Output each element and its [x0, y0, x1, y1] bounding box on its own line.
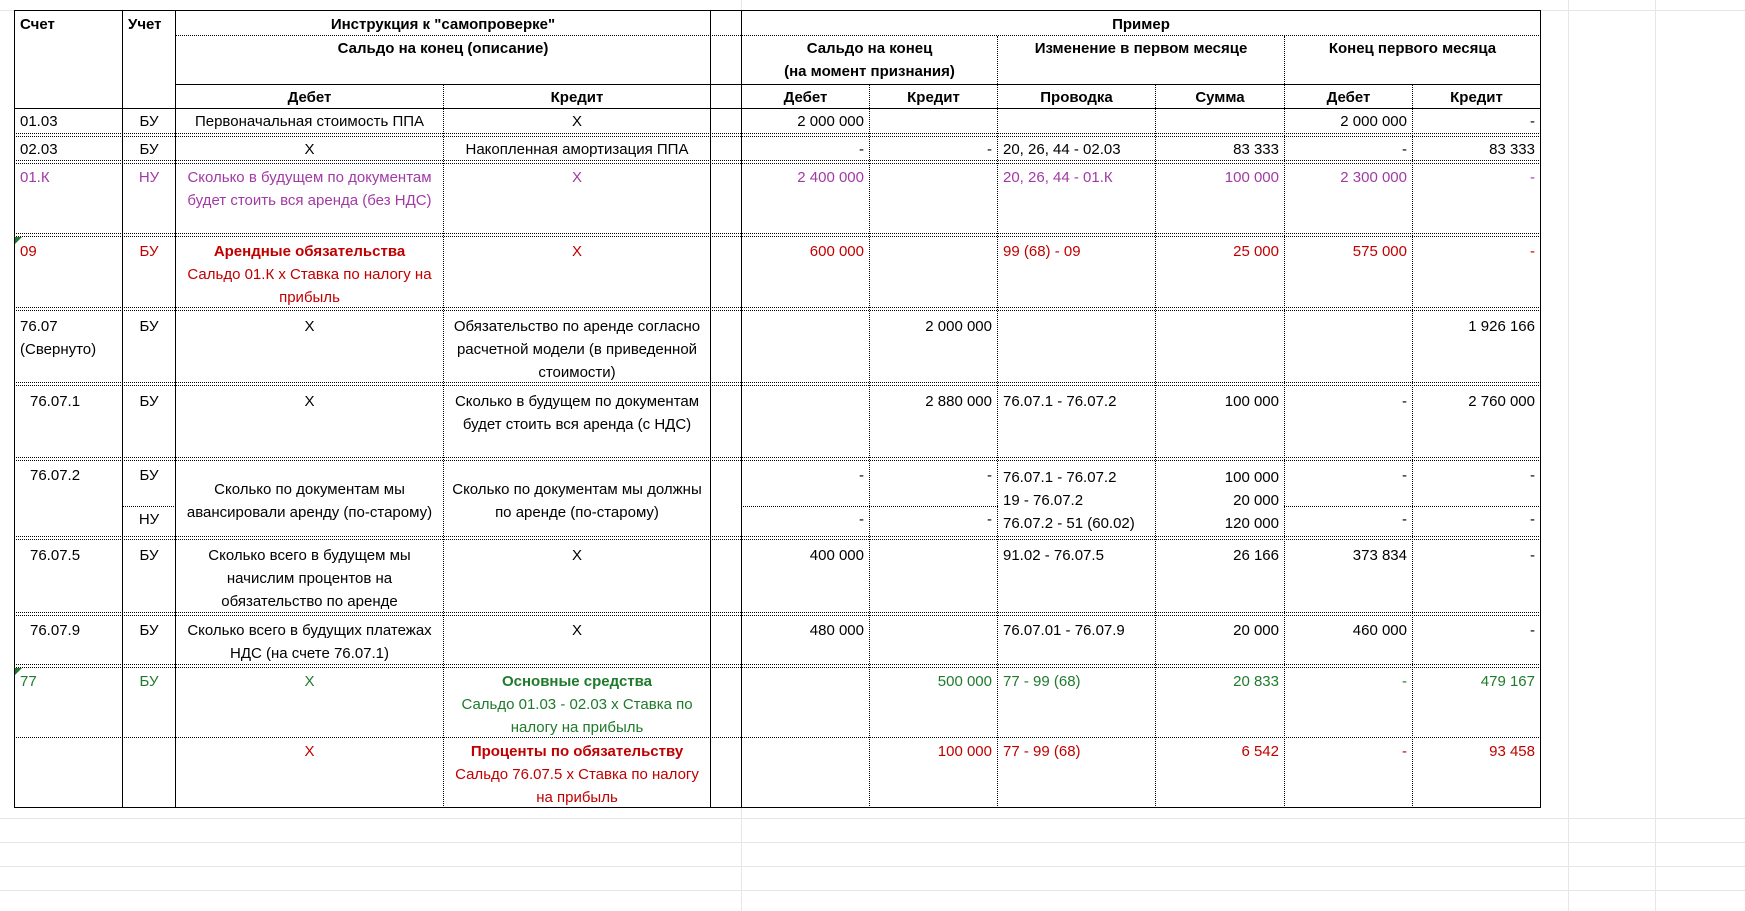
- cell-credit-desc[interactable]: Х: [571, 622, 582, 639]
- cell-end-credit[interactable]: 479 167: [1480, 673, 1535, 690]
- border: [14, 667, 1541, 668]
- cell-account[interactable]: 76.07: [20, 318, 58, 335]
- cell-end-credit[interactable]: -: [1530, 547, 1535, 564]
- cell-amount[interactable]: 83 333: [1233, 141, 1279, 158]
- cell-debit-desc[interactable]: Х: [304, 743, 315, 760]
- border: [14, 737, 1541, 738]
- cell-account[interactable]: 01.03: [20, 113, 58, 130]
- header-credit: Кредит: [907, 89, 960, 106]
- cell-end-debit[interactable]: -: [1402, 743, 1407, 760]
- cell-end-credit[interactable]: -: [1530, 622, 1535, 639]
- cell-amount[interactable]: 6 542: [1241, 743, 1279, 760]
- cell-credit-desc[interactable]: Х: [571, 243, 582, 260]
- cell-ledger[interactable]: БУ: [139, 243, 159, 260]
- cell-balance-debit[interactable]: -: [859, 141, 864, 158]
- cell-balance-debit[interactable]: 600 000: [809, 243, 864, 260]
- cell-credit-desc[interactable]: будет стоить вся аренда (с НДС): [462, 416, 692, 433]
- gridline: [0, 818, 1745, 819]
- gridline: [0, 842, 1745, 843]
- cell-credit-desc[interactable]: Х: [571, 547, 582, 564]
- border: [14, 615, 1541, 616]
- cell-entry[interactable]: 77 - 99 (68): [1003, 743, 1081, 760]
- border: [710, 10, 711, 808]
- header-example: Пример: [1112, 16, 1170, 33]
- cell-amount[interactable]: 20 000: [1233, 622, 1279, 639]
- cell-debit-desc[interactable]: Сколько всего в будущих платежах: [187, 622, 432, 639]
- cell-end-credit[interactable]: -: [1530, 169, 1535, 186]
- cell-ledger[interactable]: БУ: [139, 622, 159, 639]
- cell-end-credit[interactable]: -: [1530, 113, 1535, 130]
- cell-account-note[interactable]: (Свернуто): [20, 341, 97, 358]
- cell-ledger[interactable]: НУ: [138, 169, 160, 186]
- header-entry: Проводка: [1040, 89, 1113, 106]
- cell-credit-desc[interactable]: Сколько в будущем по документам: [454, 393, 700, 410]
- cell-balance-debit[interactable]: -: [859, 467, 864, 484]
- header-debit: Дебет: [287, 89, 332, 106]
- cell-debit-title[interactable]: Арендные обязательства: [213, 243, 406, 260]
- cell-entry[interactable]: 76.07.2 - 51 (60.02): [1003, 515, 1135, 532]
- cell-end-debit[interactable]: 2 000 000: [1340, 113, 1407, 130]
- cell-amount[interactable]: 25 000: [1233, 243, 1279, 260]
- cell-debit-desc[interactable]: обязательство по аренде: [221, 593, 398, 610]
- cell-amount[interactable]: 20 000: [1233, 492, 1279, 509]
- cell-ledger[interactable]: БУ: [139, 547, 159, 564]
- border: [14, 460, 1541, 461]
- gridline: [1568, 0, 1569, 911]
- cell-balance-credit[interactable]: 2 880 000: [925, 393, 992, 410]
- cell-amount[interactable]: 26 166: [1233, 547, 1279, 564]
- border: [14, 539, 1541, 540]
- border: [14, 457, 1541, 458]
- cell-amount[interactable]: 100 000: [1224, 169, 1279, 186]
- cell-ledger[interactable]: БУ: [139, 673, 159, 690]
- cell-ledger[interactable]: БУ: [139, 113, 159, 130]
- border: [14, 233, 1541, 234]
- cell-end-credit[interactable]: -: [1530, 467, 1535, 484]
- cell-balance-credit[interactable]: -: [987, 467, 992, 484]
- header-debit: Дебет: [783, 89, 828, 106]
- header-first-month-change: Изменение в первом месяце: [1034, 40, 1248, 57]
- cell-amount[interactable]: 120 000: [1224, 515, 1279, 532]
- header-balance-end: Сальдо на конец: [806, 40, 933, 57]
- cell-debit-desc[interactable]: Сколько в будущем по документам: [187, 169, 432, 186]
- border: [14, 385, 1541, 386]
- cell-entry[interactable]: 91.02 - 76.07.5: [1003, 547, 1104, 564]
- border: [869, 85, 870, 808]
- cell-debit-desc[interactable]: Х: [304, 318, 315, 335]
- cell-account[interactable]: 02.03: [20, 141, 58, 158]
- cell-account[interactable]: 01.К: [20, 169, 50, 186]
- cell-debit-desc[interactable]: Первоначальная стоимость ППА: [194, 113, 425, 130]
- cell-end-debit[interactable]: -: [1402, 511, 1407, 528]
- gridline: [0, 866, 1745, 867]
- cell-debit-desc[interactable]: начислим процентов на: [226, 570, 393, 587]
- cell-amount[interactable]: 20 833: [1233, 673, 1279, 690]
- cell-end-debit[interactable]: -: [1402, 141, 1407, 158]
- cell-credit-desc[interactable]: Сальдо 76.07.5 х Ставка по налогу: [455, 766, 699, 783]
- border: [14, 236, 1541, 237]
- cell-balance-credit[interactable]: -: [987, 141, 992, 158]
- cell-end-credit[interactable]: 83 333: [1489, 141, 1535, 158]
- cell-ledger[interactable]: БУ: [139, 318, 159, 335]
- cell-credit-title[interactable]: Проценты по обязательству: [470, 743, 684, 760]
- cell-credit-desc[interactable]: расчетной модели (в приведенной: [456, 341, 698, 358]
- cell-entry[interactable]: 20, 26, 44 - 02.03: [1003, 141, 1121, 158]
- header-credit: Кредит: [550, 89, 604, 106]
- header-account: Счет: [20, 16, 55, 33]
- cell-credit-desc[interactable]: стоимости): [538, 364, 616, 381]
- cell-credit-desc[interactable]: налогу на прибыль: [510, 719, 644, 736]
- cell-debit-desc[interactable]: Х: [304, 393, 315, 410]
- cell-credit-desc[interactable]: Обязательство по аренде согласно: [453, 318, 701, 335]
- cell-ledger[interactable]: НУ: [138, 511, 160, 528]
- cell-balance-debit[interactable]: 2 400 000: [797, 169, 864, 186]
- cell-end-debit[interactable]: -: [1402, 673, 1407, 690]
- header-debit: Дебет: [1326, 89, 1371, 106]
- cell-ledger[interactable]: БУ: [139, 141, 159, 158]
- cell-amount[interactable]: 100 000: [1224, 393, 1279, 410]
- cell-credit-desc[interactable]: Сальдо 01.03 - 02.03 х Ставка по: [461, 696, 693, 713]
- cell-end-credit[interactable]: 1 926 166: [1468, 318, 1535, 335]
- cell-debit-desc[interactable]: НДС (на счете 76.07.1): [229, 645, 390, 662]
- cell-balance-credit[interactable]: -: [987, 511, 992, 528]
- cell-entry[interactable]: 99 (68) - 09: [1003, 243, 1081, 260]
- cell-end-credit[interactable]: -: [1530, 511, 1535, 528]
- cell-debit-desc[interactable]: Сальдо 01.К х Ставка по налогу на: [187, 266, 432, 283]
- border: [14, 807, 1541, 808]
- cell-credit-desc[interactable]: по аренде (по-старому): [495, 504, 659, 521]
- header-at-recognition: (на момент признания): [784, 63, 955, 80]
- cell-entry[interactable]: 20, 26, 44 - 01.К: [1003, 169, 1113, 186]
- cell-entry[interactable]: 76.07.01 - 76.07.9: [1003, 622, 1125, 639]
- cell-entry[interactable]: 77 - 99 (68): [1003, 673, 1081, 690]
- cell-debit-desc[interactable]: Сколько по документам мы: [214, 481, 405, 498]
- cell-entry[interactable]: 19 - 76.07.2: [1003, 492, 1084, 509]
- cell-end-debit[interactable]: 460 000: [1352, 622, 1407, 639]
- border: [1155, 85, 1156, 808]
- cell-debit-desc[interactable]: Сколько всего в будущем мы: [208, 547, 411, 564]
- cell-end-credit[interactable]: 2 760 000: [1468, 393, 1535, 410]
- cell-entry[interactable]: 76.07.1 - 76.07.2: [1003, 469, 1117, 486]
- cell-credit-title[interactable]: Основные средства: [501, 673, 653, 690]
- cell-ledger[interactable]: БУ: [139, 467, 159, 484]
- border: [1540, 10, 1541, 808]
- header-instruction: Инструкция к "самопроверке": [330, 16, 556, 33]
- gridline: [1655, 0, 1656, 911]
- cell-end-debit[interactable]: 2 300 000: [1340, 169, 1407, 186]
- border: [14, 536, 1541, 537]
- cell-credit-desc[interactable]: Накопленная амортизация ППА: [465, 141, 689, 158]
- cell-entry[interactable]: 76.07.1 - 76.07.2: [1003, 393, 1117, 410]
- cell-account[interactable]: 77: [20, 673, 37, 690]
- cell-balance-credit[interactable]: 100 000: [937, 743, 992, 760]
- header-first-month-end: Конец первого месяца: [1328, 40, 1497, 57]
- cell-end-debit[interactable]: 575 000: [1352, 243, 1407, 260]
- cell-debit-desc[interactable]: Х: [304, 673, 315, 690]
- cell-account[interactable]: 09: [20, 243, 37, 260]
- cell-end-debit[interactable]: 373 834: [1352, 547, 1407, 564]
- cell-end-debit[interactable]: -: [1402, 467, 1407, 484]
- cell-debit-desc[interactable]: Х: [304, 141, 315, 158]
- header-balance-end-desc: Сальдо на конец (описание): [337, 40, 549, 57]
- cell-balance-debit[interactable]: 2 000 000: [797, 113, 864, 130]
- cell-ledger[interactable]: БУ: [139, 393, 159, 410]
- cell-end-credit[interactable]: 93 458: [1489, 743, 1535, 760]
- cell-debit-desc[interactable]: прибыль: [279, 289, 340, 306]
- cell-account[interactable]: 76.07.1: [30, 393, 81, 410]
- border: [14, 310, 1541, 311]
- cell-account[interactable]: 76.07.5: [30, 547, 81, 564]
- cell-credit-desc[interactable]: Сколько по документам мы должны: [452, 481, 702, 498]
- cell-debit-desc[interactable]: будет стоить вся аренда (без НДС): [187, 192, 432, 209]
- cell-amount[interactable]: 100 000: [1224, 469, 1279, 486]
- cell-end-debit[interactable]: -: [1402, 393, 1407, 410]
- border: [14, 163, 1541, 164]
- cell-balance-debit[interactable]: -: [859, 511, 864, 528]
- cell-balance-credit[interactable]: 2 000 000: [925, 318, 992, 335]
- cell-account[interactable]: 76.07.2: [30, 467, 81, 484]
- header-amount: Сумма: [1195, 89, 1245, 106]
- cell-balance-debit[interactable]: 400 000: [809, 547, 864, 564]
- cell-balance-credit[interactable]: 500 000: [937, 673, 992, 690]
- cell-balance-debit[interactable]: 480 000: [809, 622, 864, 639]
- cell-credit-desc[interactable]: на прибыль: [536, 789, 618, 806]
- border: [14, 10, 1541, 11]
- gridline: [0, 890, 1745, 891]
- header-credit: Кредит: [1450, 89, 1503, 106]
- cell-account[interactable]: 76.07.9: [30, 622, 81, 639]
- border: [14, 382, 1541, 383]
- cell-credit-desc[interactable]: Х: [571, 169, 582, 186]
- border: [1412, 85, 1413, 808]
- cell-credit-desc[interactable]: Х: [571, 113, 582, 130]
- cell-end-credit[interactable]: -: [1530, 243, 1535, 260]
- header-ledger: Учет: [128, 16, 162, 33]
- cell-debit-desc[interactable]: авансировали аренду (по-старому): [186, 504, 433, 521]
